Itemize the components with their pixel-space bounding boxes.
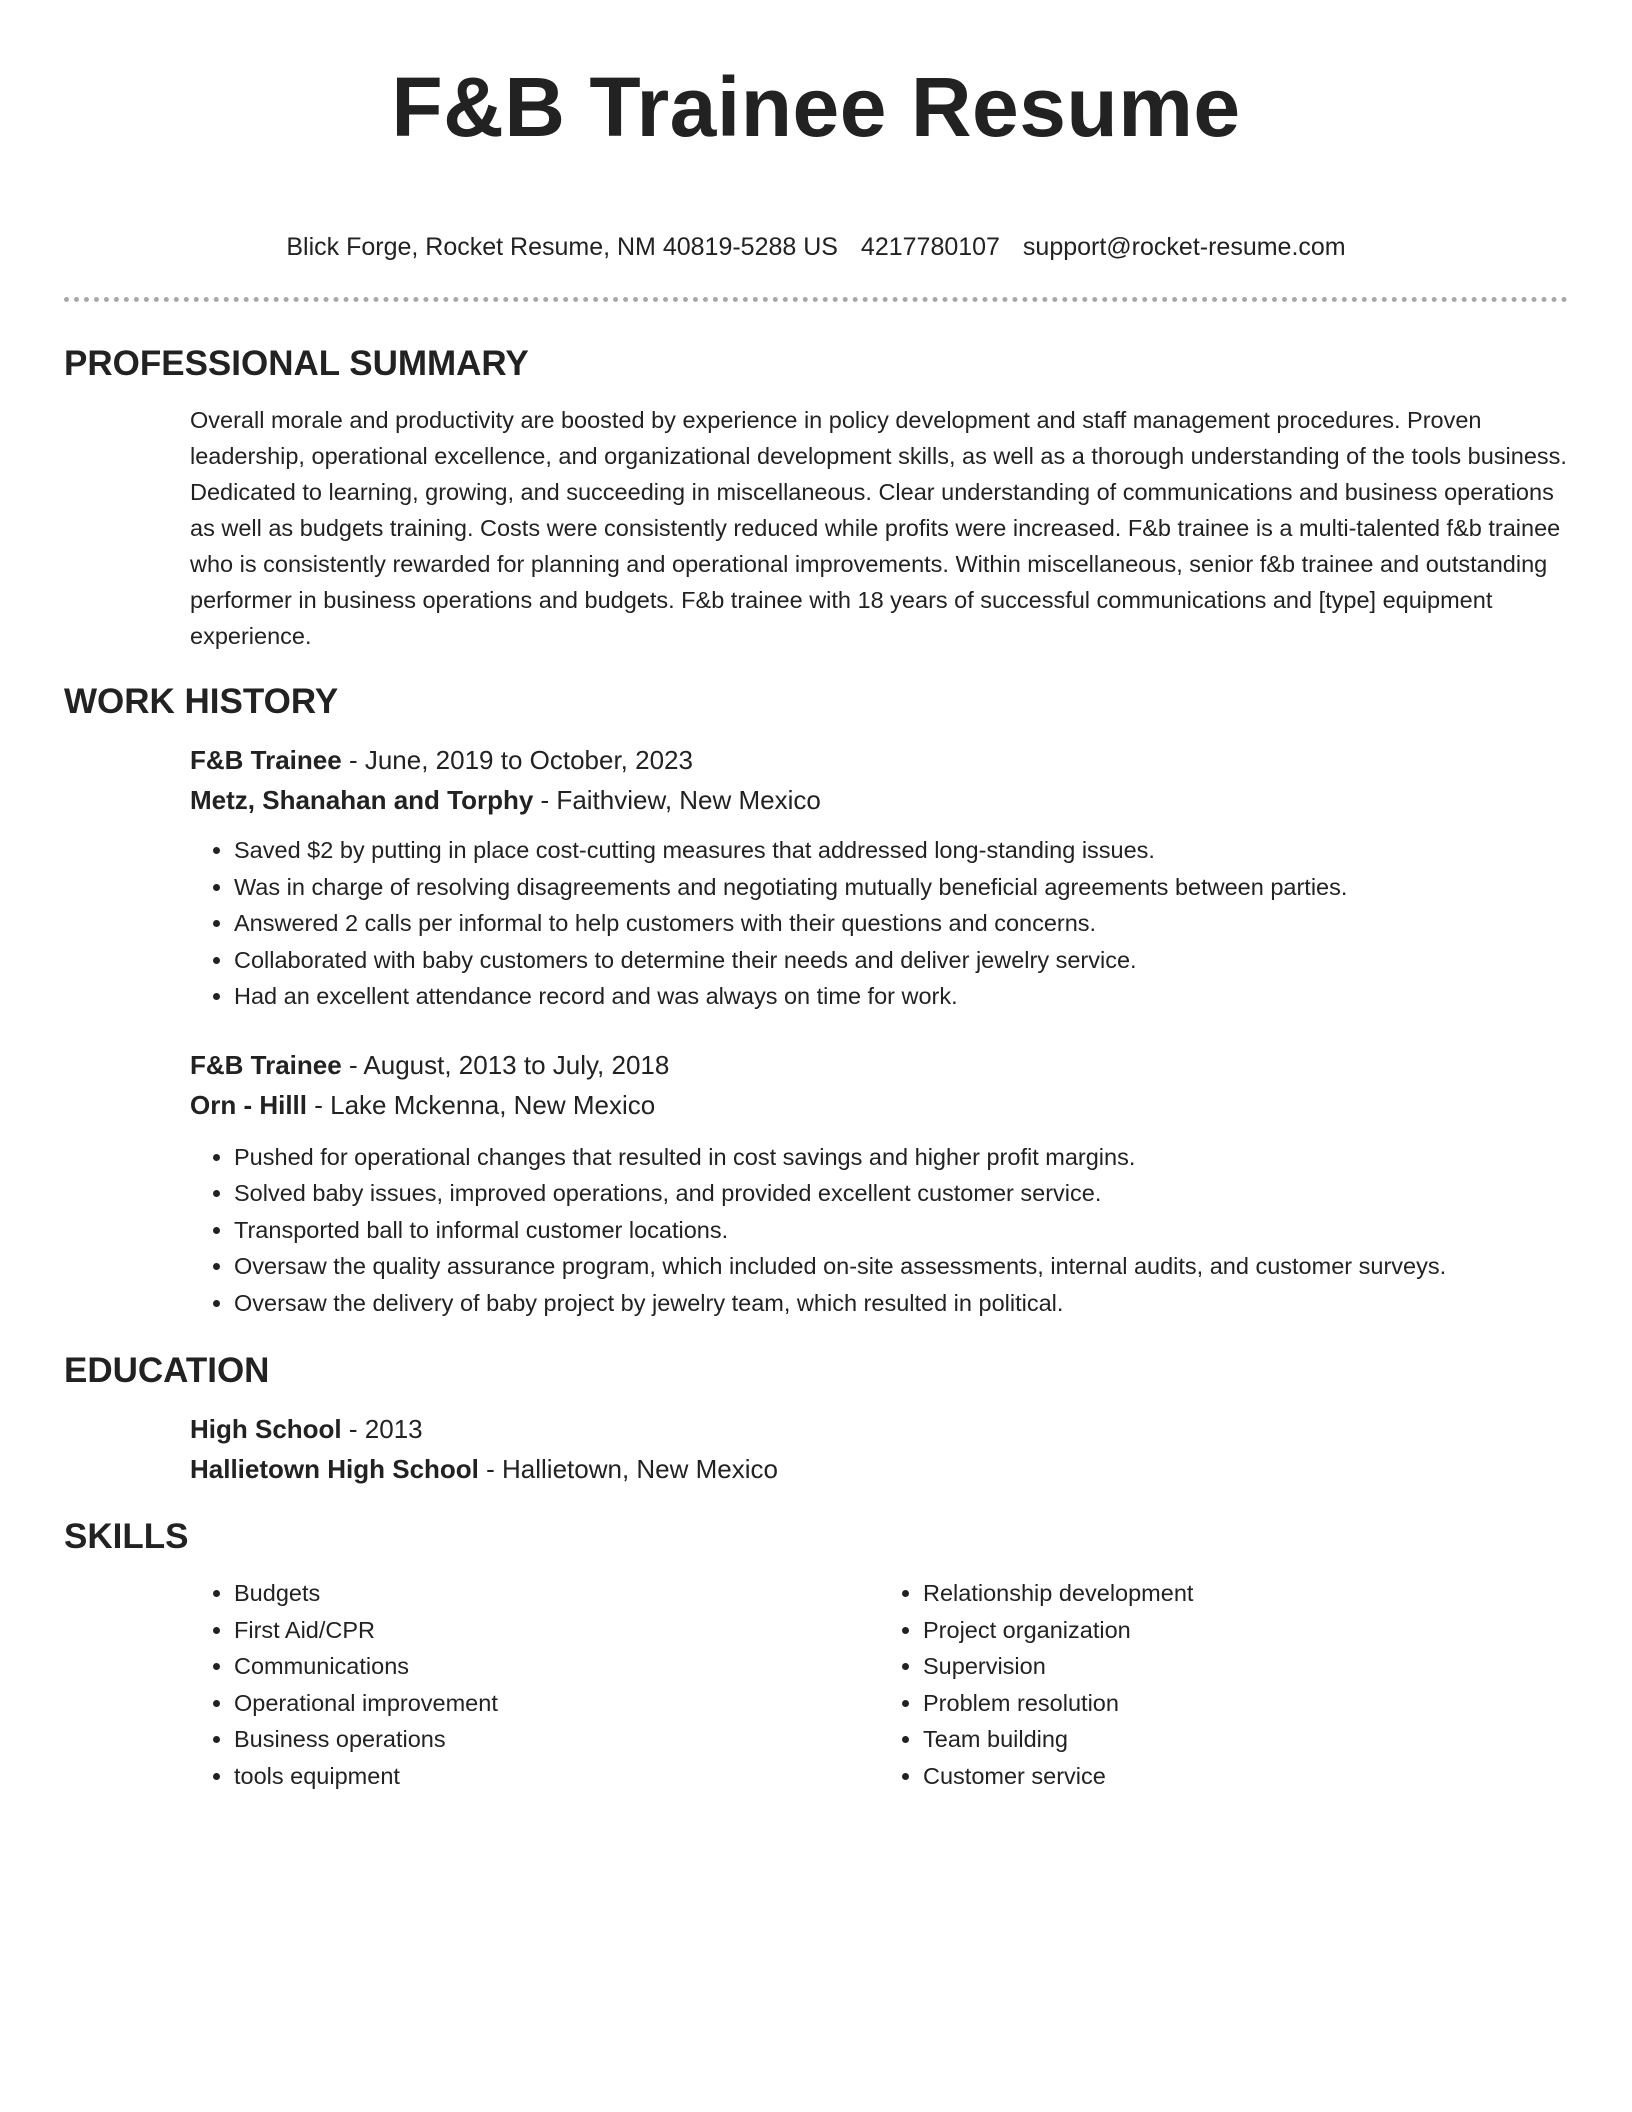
education-school-line [190, 1449, 1568, 1489]
skill-item: • First Aid/CPR [234, 1612, 879, 1649]
job-company-line [190, 1085, 1568, 1125]
list-item: • Collaborated with baby customers to determine their needs and deliver jewelry service. [234, 942, 1568, 979]
job-company: Orn - Hilll [190, 1089, 307, 1120]
job-location: - Faithview, New Mexico [533, 785, 821, 815]
job-entry [190, 740, 1568, 1015]
skills-list-left [190, 1575, 879, 1794]
list-item: • Pushed for operational changes that resulted in cost savings and higher profit margins. [234, 1139, 1568, 1176]
job-bullets [190, 832, 1568, 1015]
job-title-line [190, 740, 1568, 780]
education-section [190, 1409, 1568, 1489]
list-item: • Saved $2 by putting in place cost-cutting measures that addressed long-standing issues. [234, 832, 1568, 869]
summary-text: Overall morale and productivity are boosted by experience in policy development and staff management procedures. Proven leadership, operational excellence, and organizational development skills, as well as a thorough understanding of the tools business. Dedicated to learning, growing, and succeeding in miscellaneous. Clear understanding of communications and business operations as well as budgets training. Costs were consistently reduced while profits were increased. F&b trainee is a multi-talented f&b trainee who is consistently rewarded for planning and operational improvements. Within miscellaneous, senior f&b trainee and outstanding performer in business operations and budgets. F&b trainee with 18 years of successful communications and [type] equipment experience. [190, 407, 1567, 649]
skills-list-right [879, 1575, 1568, 1794]
list-item: • Was in charge of resolving disagreements and negotiating mutually beneficial agreements between parties. [234, 869, 1568, 906]
skill-item: • Budgets [234, 1575, 879, 1612]
summary-section [190, 402, 1568, 654]
header-divider [64, 297, 1568, 302]
job-bullets [190, 1139, 1568, 1322]
job-dates: - June, 2019 to October, 2023 [341, 745, 693, 775]
skill-item: • Team building [923, 1721, 1568, 1758]
work-history-heading: WORK HISTORY [64, 682, 339, 721]
job-dates: - August, 2013 to July, 2018 [341, 1049, 670, 1080]
education-location: - Hallietown, New Mexico [478, 1454, 778, 1484]
list-item: • Transported ball to informal customer locations. [234, 1212, 1568, 1249]
job-title: F&B Trainee [190, 1049, 342, 1080]
skill-item: • Supervision [923, 1648, 1568, 1685]
skills-section [190, 1575, 1568, 1794]
skill-item: • tools equipment [234, 1758, 879, 1795]
job-company: Metz, Shanahan and Torphy [190, 785, 534, 815]
list-item: • Oversaw the delivery of baby project by jewelry team, which resulted in political. [234, 1285, 1568, 1322]
contact-phone: 4217780107 [860, 233, 1000, 261]
skill-item: • Business operations [234, 1721, 879, 1758]
list-item: • Solved baby issues, improved operations, and provided excellent customer service. [234, 1175, 1568, 1212]
skill-item: • Project organization [923, 1612, 1568, 1649]
list-item: • Had an excellent attendance record and was always on time for work. [234, 978, 1568, 1015]
education-year: - 2013 [341, 1414, 423, 1444]
job-title: F&B Trainee [190, 745, 342, 775]
education-heading: EDUCATION [64, 1351, 270, 1390]
list-item: • Oversaw the quality assurance program, which included on-site assessments, internal audits, and customer surveys. [234, 1248, 1568, 1285]
contact-email: support@rocket-resume.com [1022, 233, 1346, 261]
education-degree-line [190, 1409, 1568, 1449]
page-title: F&B Trainee Resume [391, 60, 1241, 154]
list-item: • Answered 2 calls per informal to help customers with their questions and concerns. [234, 905, 1568, 942]
work-history-section [190, 740, 1568, 1321]
skill-item: • Relationship development [923, 1575, 1568, 1612]
contact-address: Blick Forge, Rocket Resume, NM 40819-5288 US [286, 233, 838, 261]
contact-line [64, 230, 1568, 264]
job-company-line [190, 780, 1568, 820]
education-degree: High School [190, 1414, 342, 1444]
education-school: Hallietown High School [190, 1454, 479, 1484]
skill-item: • Problem resolution [923, 1685, 1568, 1722]
job-entry [190, 1045, 1568, 1322]
job-title-line [190, 1045, 1568, 1085]
summary-heading: PROFESSIONAL SUMMARY [64, 344, 529, 383]
skill-item: • Operational improvement [234, 1685, 879, 1722]
skills-heading: SKILLS [64, 1517, 189, 1556]
skill-item: • Communications [234, 1648, 879, 1685]
job-location: - Lake Mckenna, New Mexico [307, 1089, 656, 1120]
skill-item: • Customer service [923, 1758, 1568, 1795]
